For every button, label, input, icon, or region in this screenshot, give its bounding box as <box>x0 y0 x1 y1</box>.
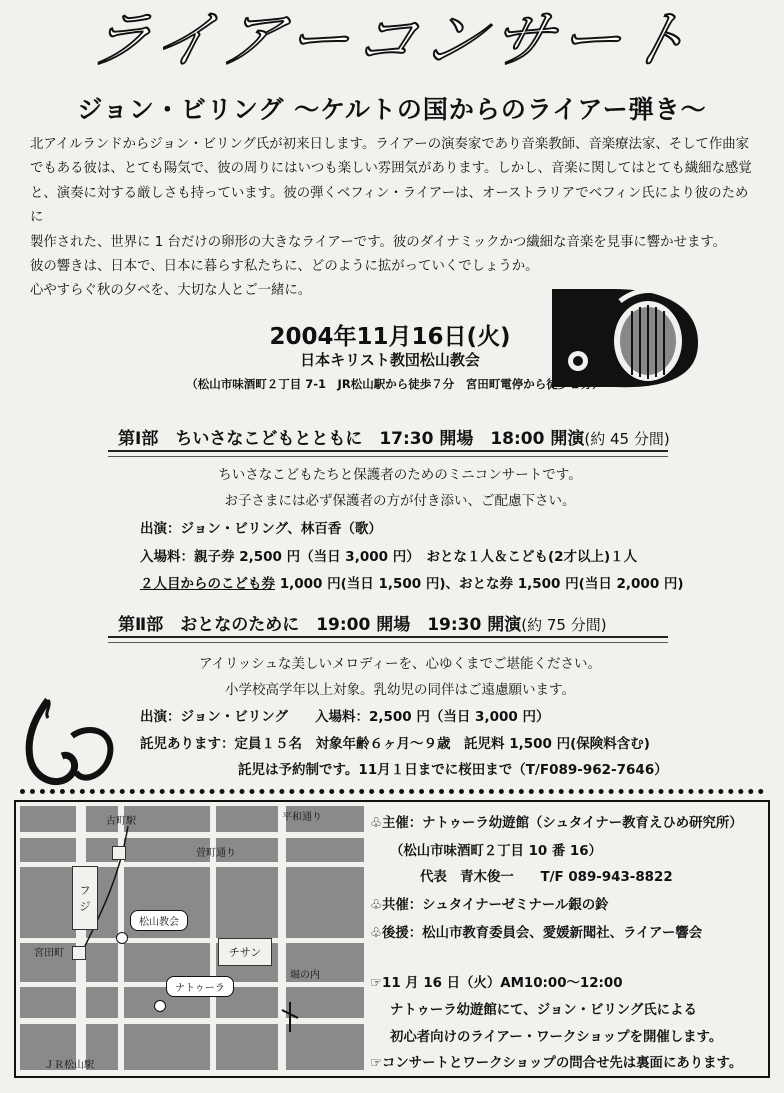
event-date: 2004年11月16日(火) <box>269 324 511 350</box>
part1-fee1: 入場料：親子券 2,500 円（当日 3,000 円） おとな１人＆こども(2才以上)１人 <box>140 549 638 565</box>
part1-desc2: お子さまには必ず保護者の方が付き添い、ご配慮下さい。 <box>224 493 576 509</box>
info-workshop-line2: 初心者向けのライアー・ワークショップを開催します。 <box>390 1030 723 1045</box>
map-callout-natura: ナトゥーラ <box>166 976 234 997</box>
intro-paragraph <box>30 133 760 304</box>
info-organizer-rep: 代表 青木俊一 T/F 089-943-8822 <box>420 870 673 885</box>
map-label-horinouchi: 堀の内 <box>290 970 320 981</box>
subtitle: ジョン・ビリング 〜ケルトの国からのライアー弾き〜 <box>77 95 707 124</box>
intro-line: 彼の響きは、日本で、日本に暮らす私たちに、どのように拡がっていくでしょうか。 <box>30 259 539 275</box>
page-title: ライアーコンサート <box>79 3 705 76</box>
map-callout-church: 松山教会 <box>130 910 188 931</box>
dotted-separator <box>20 789 764 794</box>
part2-performers: 出演：ジョン・ビリング 入場料：2,500 円（当日 3,000 円） <box>140 709 550 725</box>
part1-duration: (約 45 分間) <box>584 430 670 448</box>
part1-heading-text: 第Ⅰ部 ちいさなこどもとともに 17:30 開場 18:00 開演 <box>118 429 585 449</box>
info-workshop-date: ☞11 月 16 日（火）AM10:00〜12:00 <box>370 976 623 991</box>
part1-performers: 出演：ジョン・ビリング、林百香（歌） <box>140 521 382 537</box>
map-block-chisan: チサン <box>218 938 272 966</box>
map-tramline <box>20 806 364 1070</box>
part1-rule <box>108 450 668 457</box>
map-block-fuji-char: ジ <box>79 900 91 913</box>
event-venue: 日本キリスト教団松山教会 <box>300 351 480 369</box>
map-label-sugawa: 萱町通り <box>196 848 236 859</box>
map-marker-church <box>116 932 128 944</box>
map-label-heiwa: 平和通り <box>282 812 322 823</box>
part2-duration: (約 75 分間) <box>521 616 607 634</box>
part1-heading <box>118 424 670 449</box>
part2-heading-text: 第Ⅱ部 おとなのために 19:00 開場 19:30 開演 <box>118 615 522 635</box>
intro-line: と、演奏に対する厳しさも持っています。彼の弾くベフィン・ライアーは、オーストラリアでベフィン氏により彼のために <box>30 185 749 226</box>
part2-desc1: アイリッシュな美しいメロディーを、心ゆくまでご堪能ください。 <box>199 656 601 672</box>
info-support: ♧後援：松山市教育委員会、愛媛新聞社、ライアー響会 <box>370 926 703 941</box>
part1-fee2 <box>140 572 684 592</box>
intro-line: 心やすらぐ秋の夕べを、大切な人とご一緒に。 <box>30 283 312 299</box>
part2-rule <box>108 636 668 643</box>
part2-heading <box>118 610 607 635</box>
info-workshop-line1: ナトゥーラ幼遊館にて、ジョン・ビリング氏による <box>390 1003 697 1018</box>
map-block-fuji-char: フ <box>79 884 91 897</box>
part1-fee2-underlined: ２人目からのこども券 <box>140 576 275 592</box>
access-map <box>20 806 364 1070</box>
part2-childcare: 託児あります：定員１５名 対象年齢６ヶ月〜９歳 託児料 1,500 円(保険料含む) <box>140 736 650 752</box>
map-marker-natura <box>154 1000 166 1012</box>
intro-line: 製作された、世界に 1 台だけの卵形の大きなライアーです。彼のダイナミックかつ繊細な音楽を見事に響かせます。 <box>30 234 727 250</box>
swirl-decoration-icon <box>18 696 128 792</box>
map-label-kogamachi: 古町駅 <box>106 816 136 827</box>
part2-reservation: 託児は予約制です。11月１日までに桜田まで（T/F089-962-7646） <box>238 762 668 778</box>
event-access: （松山市味酒町２丁目 7-1 JR松山駅から徒歩７分 宮田町電停から徒歩２分） <box>186 377 604 391</box>
intro-line: でもある彼は、とても陽気で、彼の周りにはいつも楽しい雰囲気があります。しかし、音楽に関してはとても繊細な感覚 <box>30 161 752 177</box>
info-contact: ☞コンサートとワークショップの問合せ先は裏面にあります。 <box>370 1056 743 1071</box>
part2-desc2: 小学校高学年以上対象。乳幼児の同伴はご遠慮願います。 <box>225 682 575 698</box>
part1-fee2-rest: 1,000 円(当日 1,500 円)、おとな券 1,500 円(当日 2,000 円) <box>275 576 684 592</box>
info-organizer: ♧主催：ナトゥーラ幼遊館（シュタイナー教育えひめ研究所） <box>370 816 743 831</box>
map-station-kogamachi <box>112 846 126 860</box>
map-station-miyata <box>72 946 86 960</box>
map-block-fuji <box>72 866 98 930</box>
map-label-jr: ＪＲ松山駅 <box>44 1060 94 1071</box>
info-cosponsor: ♧共催：シュタイナーゼミナール銀の鈴 <box>370 898 609 913</box>
map-label-miyata: 宮田町 <box>34 948 64 959</box>
intro-line: 北アイルランドからジョン・ビリング氏が初来日します。ライアーの演奏家であり音楽教師、音楽療法家、そして作曲家 <box>30 137 750 152</box>
info-organizer-address: （松山市味酒町２丁目 10 番 16） <box>390 844 602 859</box>
part1-desc1: ちいさなこどもたちと保護者のためのミニコンサートです。 <box>218 467 582 483</box>
